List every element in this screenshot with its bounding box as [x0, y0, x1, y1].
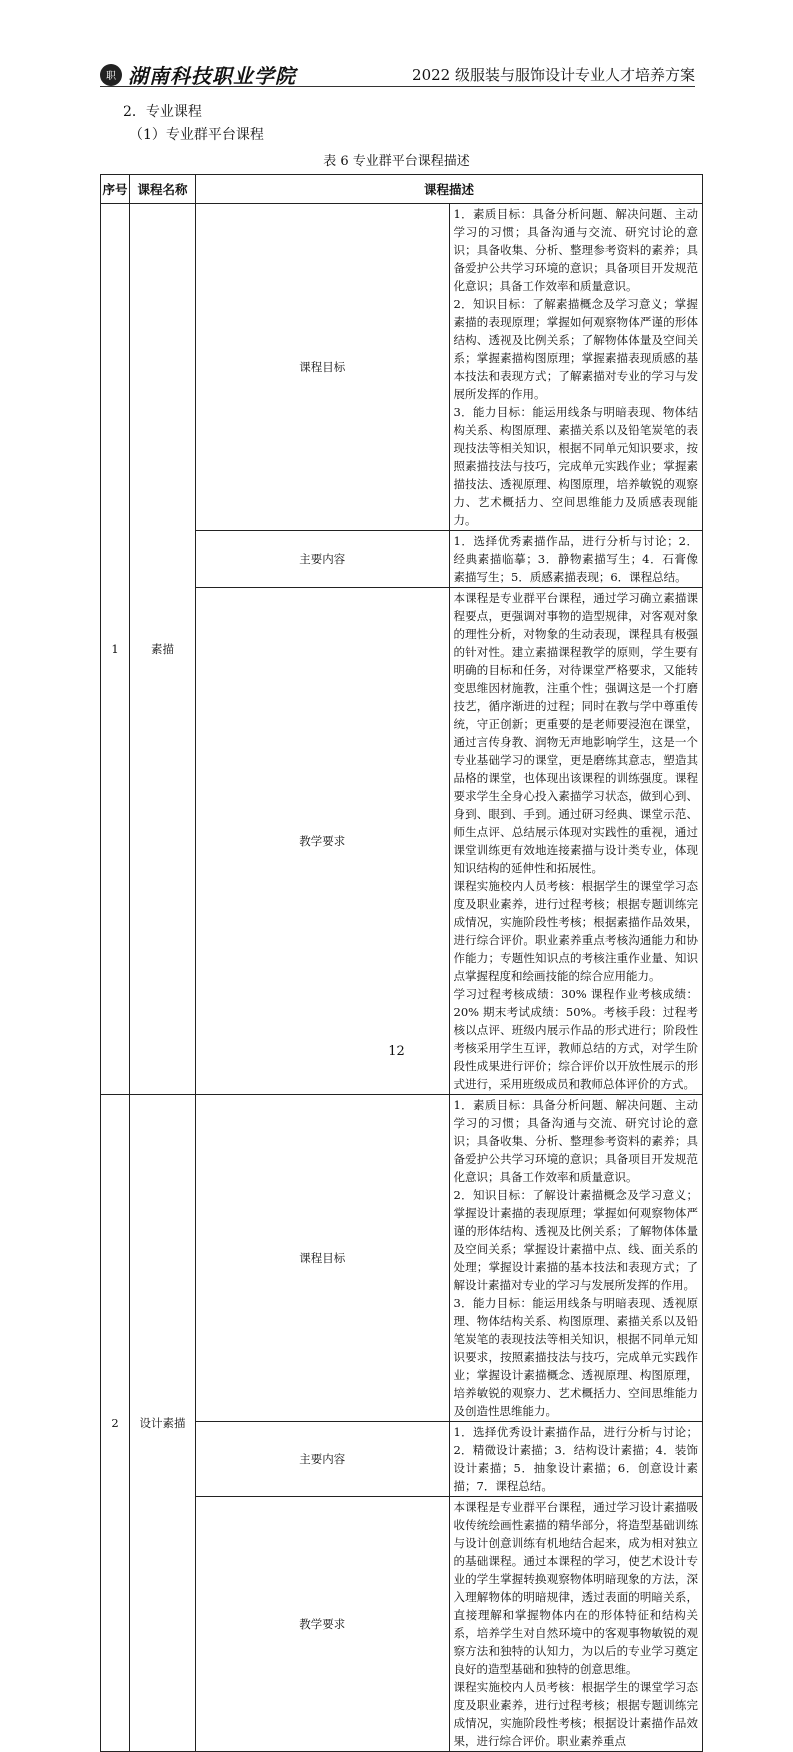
school-name: 湖南科技职业学院 — [128, 64, 296, 88]
table-caption: 表 6 专业群平台课程描述 — [323, 154, 470, 169]
page-header — [100, 60, 695, 87]
row-description — [449, 531, 703, 588]
row-label: 课程目标 — [196, 204, 450, 531]
row-label: 主要内容 — [196, 1422, 450, 1497]
description-paragraph: 课程实施校内人员考核：根据学生的课堂学习态度及职业素养，进行过程考核；根据专题训练完成情况，实施阶段性考核；根据素描作品效果，进行综合评价。职业素养重点考核沟通能力和协作能力；专题性知识点的考核注重作业量、知识点掌握程度和绘画技能的综合应用能力。 — [453, 879, 698, 983]
description-paragraph: 本课程是专业群平台课程，通过学习确立素描课程要点，更强调对事物的造型规律，对客观对象的理性分析，对物象的生动表现，课程具有极强的针对性。建立素描课程教学的原则，学生要有明确的目标和任务，对待课堂严格要求，又能转变思维因材施教，注重个性；强调这是一个打磨技艺，循序渐进的过程；同时在教与学中尊重传统，守正创新；更重要的是老师要浸泡在课堂，通过言传身教、润物无声地影响学生，这是一个专业基础学习的课堂，更是磨练其意志，塑造其品格的课堂，也体现出该课程的训练强度。课程要求学生全身心投入素描学习状态，做到心到、身到、眼到、手到。通过研习经典、课堂示范、师生点评、总结展示体现对实践性的重视，通过课堂训练更有效地连接素描与设计类专业，体现知识结构的延伸性和拓展性。 — [453, 591, 698, 875]
description-paragraph: 1．素质目标：具备分析问题、解决问题、主动学习的习惯；具备沟通与交流、研究讨论的意识；具备收集、分析、整理参考资料的素养；具备爱护公共学习环境的意识；具备项目开发规范化意识；具备工作效率和质量意识。 — [453, 1098, 698, 1184]
row-description — [449, 204, 703, 531]
subsection-heading: （1）专业群平台课程 — [129, 127, 264, 143]
course-name: 设计素描 — [130, 1095, 196, 1752]
row-description — [449, 1095, 703, 1422]
row-label: 教学要求 — [196, 588, 450, 1095]
table-header-row — [101, 175, 703, 204]
page-number: 12 — [388, 1044, 405, 1059]
description-paragraph: 1．选择优秀设计素描作品，进行分析与讨论；2．精微设计素描；3．结构设计素描；4．装饰设计素描；5．抽象设计素描；6．创意设计素描；7．课程总结。 — [453, 1425, 698, 1493]
description-paragraph: 1．选择优秀素描作品，进行分析与讨论；2．经典素描临摹；3．静物素描写生；4．石膏像素描写生；5．质感素描表现；6．课程总结。 — [453, 534, 698, 584]
description-paragraph: 学习过程考核成绩：30% 课程作业考核成绩：20% 期末考试成绩：50%。考核手段：过程考核以点评、班级内展示作品的形式进行；阶段性考核采用学生互评，教师总结的方式，对学生阶段性成果进行评价；综合评价以开放性展示的形式进行，采用班级成员和教师总体评价的方式。 — [453, 987, 698, 1091]
table-row — [101, 204, 703, 531]
description-paragraph: 1．素质目标：具备分析问题、解决问题、主动学习的习惯；具备沟通与交流、研究讨论的意识；具备收集、分析、整理参考资料的素养；具备爱护公共学习环境的意识；具备项目开发规范化意识；具备工作效率和质量意识。 — [453, 207, 698, 293]
description-paragraph: 课程实施校内人员考核：根据学生的课堂学习态度及职业素养，进行过程考核；根据专题训练完成情况，实施阶段性考核；根据设计素描作品效果，进行综合评价。职业素养重点 — [453, 1680, 698, 1748]
document-title: 2022 级服装与服饰设计专业人才培养方案 — [412, 66, 695, 84]
course-name: 素描 — [130, 204, 196, 1095]
header-description: 课程描述 — [196, 175, 703, 204]
school-seal-icon: 职 — [100, 64, 122, 86]
row-label: 教学要求 — [196, 1497, 450, 1752]
header-course-name: 课程名称 — [130, 175, 196, 204]
course-number: 1 — [101, 204, 130, 1095]
school-logo — [100, 60, 296, 89]
row-label: 课程目标 — [196, 1095, 450, 1422]
table-row — [101, 1095, 703, 1422]
course-description-table — [100, 174, 703, 1752]
description-paragraph: 本课程是专业群平台课程，通过学习设计素描吸收传统绘画性素描的精华部分，将造型基础训练与设计创意训练有机地结合起来，成为相对独立的基础课程。通过本课程的学习，使艺术设计专业的学生掌握转换观察物体明暗现象的方法，深入理解物体的明暗规律，透过表面的明暗关系，直接理解和掌握物体内在的形体特征和结构关系，培养学生对自然环境中的客观事物敏锐的观察方法和独特的认知力，为以后的专业学习奠定良好的造型基础和独特的创意思维。 — [453, 1500, 698, 1676]
description-paragraph: 3．能力目标：能运用线条与明暗表现、物体结构关系、构图原理、素描关系以及铅笔炭笔的表现技法等相关知识，根据不同单元知识要求，按照素描技法与技巧，完成单元实践作业；掌握素描技法、透视原理、构图原理，培养敏锐的观察力、艺术概括力、空间思维能力及质感表现能力。 — [453, 405, 698, 527]
description-paragraph: 2．知识目标：了解设计素描概念及学习意义；掌握设计素描的表现原理；掌握如何观察物体严谨的形体结构、透视及比例关系；了解物体体量及空间关系；掌握设计素描中点、线、面关系的处理；掌握设计素描的基本技法和表现方式；了解设计素描对专业的学习与发展所发挥的作用。 — [453, 1188, 698, 1292]
row-description — [449, 1497, 703, 1752]
description-paragraph: 2．知识目标：了解素描概念及学习意义；掌握素描的表现原理；掌握如何观察物体严谨的形体结构、透视及比例关系；了解物体体量及空间关系；掌握素描构图原理；掌握素描表现质感的基本技法和表现方式；了解素描对专业的学习与发展所发挥的作用。 — [453, 297, 698, 401]
course-number: 2 — [101, 1095, 130, 1752]
row-description — [449, 1422, 703, 1497]
header-no: 序号 — [101, 175, 130, 204]
row-description — [449, 588, 703, 1095]
section-heading: 2．专业课程 — [123, 104, 202, 120]
row-label: 主要内容 — [196, 531, 450, 588]
description-paragraph: 3．能力目标：能运用线条与明暗表现、透视原理、物体结构关系、构图原理、素描关系以及铅笔炭笔的表现技法等相关知识，根据不同单元知识要求，按照素描技法与技巧，完成单元实践作业；掌握设计素描概念、透视原理、构图原理，培养敏锐的观察力、艺术概括力、空间思维能力及创造性思维能力。 — [453, 1296, 698, 1418]
